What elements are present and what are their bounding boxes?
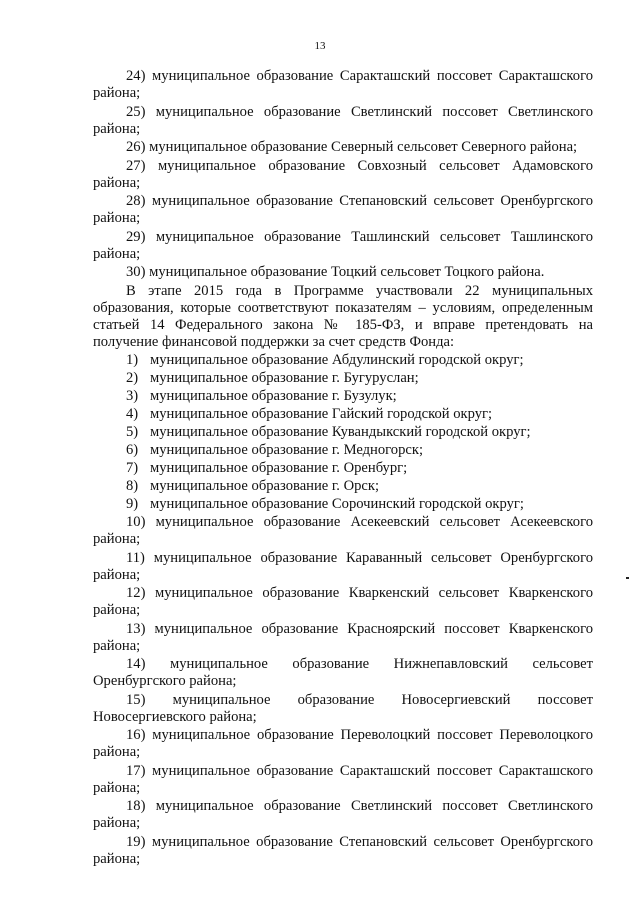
list-item: 15) муниципальное образование Новосергиевский поссовет Новосергиевского района; (93, 691, 593, 725)
list-item (93, 406, 593, 423)
margin-mark (626, 577, 629, 579)
list-item: 19) муниципальное образование Степановский сельсовет Оренбургского района; (93, 833, 593, 867)
list-item: 17) муниципальное образование Саракташский поссовет Саракташского района; (93, 762, 593, 796)
list-item (93, 478, 593, 495)
list-item: 27) муниципальное образование Совхозный сельсовет Адамовского района; (93, 157, 593, 191)
item-text: муниципальное образование г. Оренбург; (150, 460, 408, 476)
item-number: 9) (126, 496, 139, 512)
list-item: 28) муниципальное образование Степановский сельсовет Оренбургского района; (93, 193, 593, 226)
list-item (93, 424, 593, 441)
list-item: 24) муниципальное образование Саракташский поссовет Саракташского района; (93, 68, 593, 101)
list-item (93, 370, 593, 387)
item-text: муниципальное образование Гайский городской округ; (150, 406, 493, 422)
list-item (93, 388, 593, 405)
list-item: 10) муниципальное образование Асекеевский сельсовет Асекеевского района; (93, 514, 593, 547)
item-number: 2) (126, 370, 139, 386)
item-text: муниципальное образование Кувандыкский городской округ; (150, 424, 531, 440)
item-number: 6) (126, 442, 139, 458)
item-text: муниципальное образование Сорочинский городской округ; (150, 496, 524, 512)
item-number: 3) (126, 388, 139, 404)
item-text: муниципальное образование г. Медногорск; (150, 442, 424, 458)
list-item: 16) муниципальное образование Переволоцкий поссовет Переволоцкого района; (93, 727, 593, 760)
item-text: муниципальное образование г. Бузулук; (150, 388, 397, 404)
document-body (93, 68, 593, 869)
item-text: муниципальное образование г. Орск; (150, 478, 380, 494)
item-number: 5) (126, 424, 139, 440)
list-item: 26) муниципальное образование Северный сельсовет Северного района; (126, 139, 578, 155)
item-number: 4) (126, 406, 139, 422)
list-item: 13) муниципальное образование Красноярский поссовет Кваркенского района; (93, 620, 593, 654)
item-number: 8) (126, 478, 139, 494)
list-item: 25) муниципальное образование Светлинский поссовет Светлинского района; (93, 103, 593, 137)
item-number: 1) (126, 352, 139, 368)
list-item: 18) муниципальное образование Светлинский поссовет Светлинского района; (93, 798, 593, 831)
list-item (93, 442, 593, 459)
list-item: 14) муниципальное образование Нижнепавловский сельсовет Оренбургского района; (93, 656, 593, 689)
list-item: 12) муниципальное образование Кваркенский сельсовет Кваркенского района; (93, 585, 593, 618)
list-item: 29) муниципальное образование Ташлинский сельсовет Ташлинского района; (93, 228, 593, 262)
page-number: 13 (314, 40, 326, 52)
body-paragraph: В этапе 2015 года в Программе участвовали 22 муниципальных образования, которые соответствуют показателям – условиям, определенным статьей 14 Федерального закона № 185-ФЗ, и вправе претендовать на получение финансовой поддержки за счет средств Фонда: (93, 282, 593, 350)
list-item (93, 352, 593, 369)
list-item (93, 460, 593, 477)
item-number: 7) (126, 460, 139, 476)
item-text: муниципальное образование Абдулинский городской округ; (150, 352, 524, 368)
item-text: муниципальное образование г. Бугуруслан; (150, 370, 419, 386)
list-item: 30) муниципальное образование Тоцкий сельсовет Тоцкого района. (126, 264, 545, 280)
list-item (93, 496, 593, 513)
list-item: 11) муниципальное образование Караванный сельсовет Оренбургского района; (93, 549, 593, 583)
